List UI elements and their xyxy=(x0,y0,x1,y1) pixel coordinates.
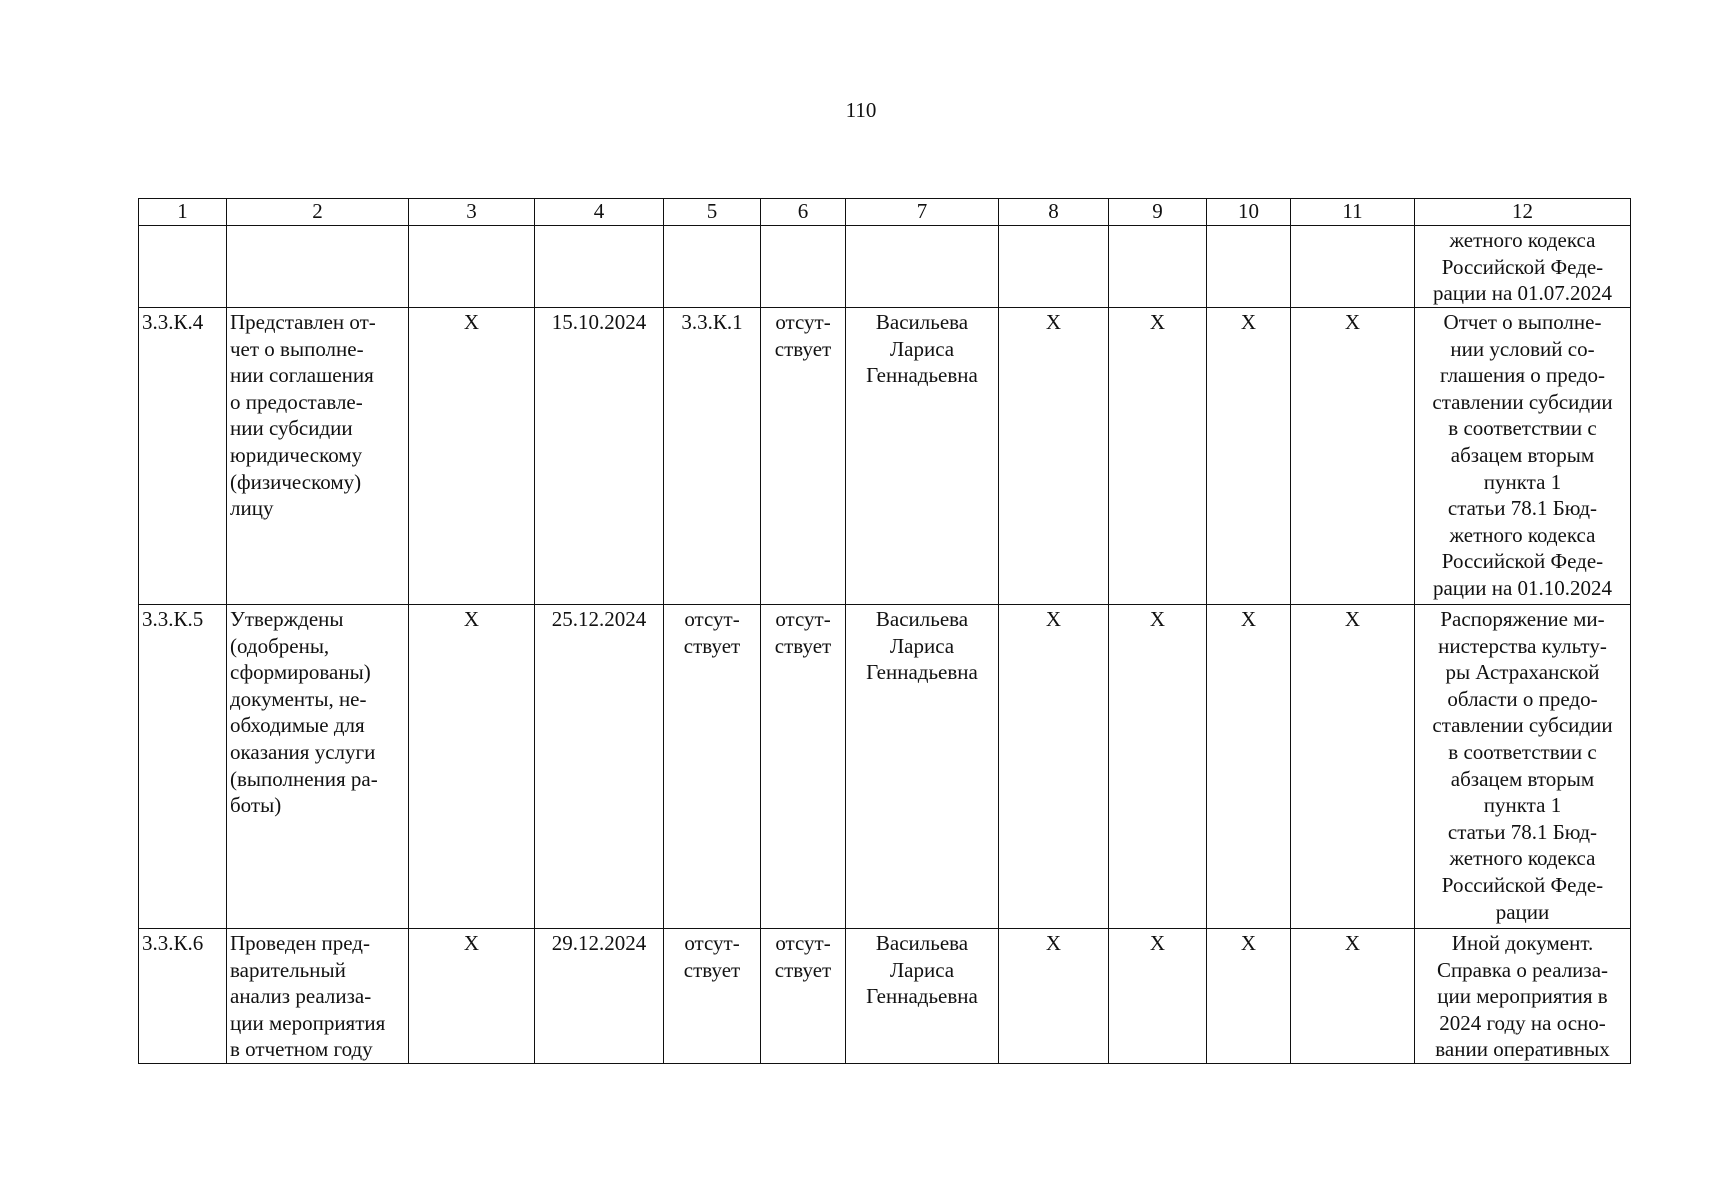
header-cell: 9 xyxy=(1109,199,1207,226)
table-cell: X xyxy=(1109,605,1207,929)
table-cell xyxy=(409,226,535,308)
date-cell: 15.10.2024 xyxy=(535,308,664,605)
table-cell: отсут- ствует xyxy=(761,605,846,929)
date-cell xyxy=(535,226,664,308)
table-cell xyxy=(761,226,846,308)
table-cell: X xyxy=(999,605,1109,929)
code-cell: 3.3.К.6 xyxy=(139,929,227,1064)
table-cell xyxy=(999,226,1109,308)
header-cell: 8 xyxy=(999,199,1109,226)
document-cell: жетного кодекса Российской Феде- рации на 01.07.2024 xyxy=(1415,226,1631,308)
table-cell: X xyxy=(409,308,535,605)
table-cell: X xyxy=(1291,929,1415,1064)
responsible-cell: Васильева Лариса Геннадьевна xyxy=(846,605,999,929)
table-cell: X xyxy=(1207,605,1291,929)
table-row xyxy=(139,929,1631,1064)
table-cell: X xyxy=(1207,308,1291,605)
table-cell xyxy=(1291,226,1415,308)
table-row xyxy=(139,605,1631,929)
header-cell: 12 xyxy=(1415,199,1631,226)
code-cell: 3.3.К.5 xyxy=(139,605,227,929)
table-cell: X xyxy=(1291,605,1415,929)
date-cell: 25.12.2024 xyxy=(535,605,664,929)
header-cell: 5 xyxy=(664,199,761,226)
table-cell: X xyxy=(999,308,1109,605)
table-cell: отсут- ствует xyxy=(761,308,846,605)
header-cell: 10 xyxy=(1207,199,1291,226)
header-cell: 1 xyxy=(139,199,227,226)
page-number: 110 xyxy=(845,98,877,122)
date-cell: 29.12.2024 xyxy=(535,929,664,1064)
table-row xyxy=(139,226,1631,308)
header-cell: 11 xyxy=(1291,199,1415,226)
responsible-cell xyxy=(846,226,999,308)
table-cell: X xyxy=(999,929,1109,1064)
table-cell: X xyxy=(409,929,535,1064)
document-cell: Распоряжение ми- нистерства культу- ры Астраханской области о предо- ставлении субсидии в соответствии с абзацем вторым пункта 1 статьи 78.1 Бюд- жетного кодекса Российской Феде- рации xyxy=(1415,605,1631,929)
header-cell: 4 xyxy=(535,199,664,226)
document-cell: Отчет о выполне- нии условий со- глашения о предо- ставлении субсидии в соответствии с абзацем вторым пункта 1 статьи 78.1 Бюд- жетного кодекса Российской Феде- рации на 01.10.2024 xyxy=(1415,308,1631,605)
table-cell xyxy=(1109,226,1207,308)
event-cell: Проведен пред- варительный анализ реализа- ции мероприятия в отчетном году xyxy=(227,929,409,1064)
responsible-cell: Васильева Лариса Геннадьевна xyxy=(846,929,999,1064)
header-cell: 3 xyxy=(409,199,535,226)
table-cell: X xyxy=(1109,929,1207,1064)
header-cell: 7 xyxy=(846,199,999,226)
table-cell: X xyxy=(1291,308,1415,605)
plan-table xyxy=(138,198,1631,1064)
table-cell: X xyxy=(1109,308,1207,605)
event-cell: Утверждены (одобрены, сформированы) документы, не- обходимые для оказания услуги (выполнения ра- боты) xyxy=(227,605,409,929)
code-cell: 3.3.К.4 xyxy=(139,308,227,605)
table-cell: отсут- ствует xyxy=(664,605,761,929)
table-cell: X xyxy=(1207,929,1291,1064)
code-cell xyxy=(139,226,227,308)
header-cell: 2 xyxy=(227,199,409,226)
header-cell: 6 xyxy=(761,199,846,226)
responsible-cell: Васильева Лариса Геннадьевна xyxy=(846,308,999,605)
event-cell xyxy=(227,226,409,308)
document-cell: Иной документ. Справка о реализа- ции мероприятия в 2024 году на осно- вании оперативных xyxy=(1415,929,1631,1064)
table-cell: X xyxy=(409,605,535,929)
table-cell: отсут- ствует xyxy=(761,929,846,1064)
event-cell: Представлен от- чет о выполне- нии соглашения о предоставле- нии субсидии юридическому (физическому) лицу xyxy=(227,308,409,605)
column-number-row xyxy=(139,199,1631,226)
table-cell: 3.3.К.1 xyxy=(664,308,761,605)
table-row xyxy=(139,308,1631,605)
table-cell: отсут- ствует xyxy=(664,929,761,1064)
table-cell xyxy=(664,226,761,308)
table-cell xyxy=(1207,226,1291,308)
